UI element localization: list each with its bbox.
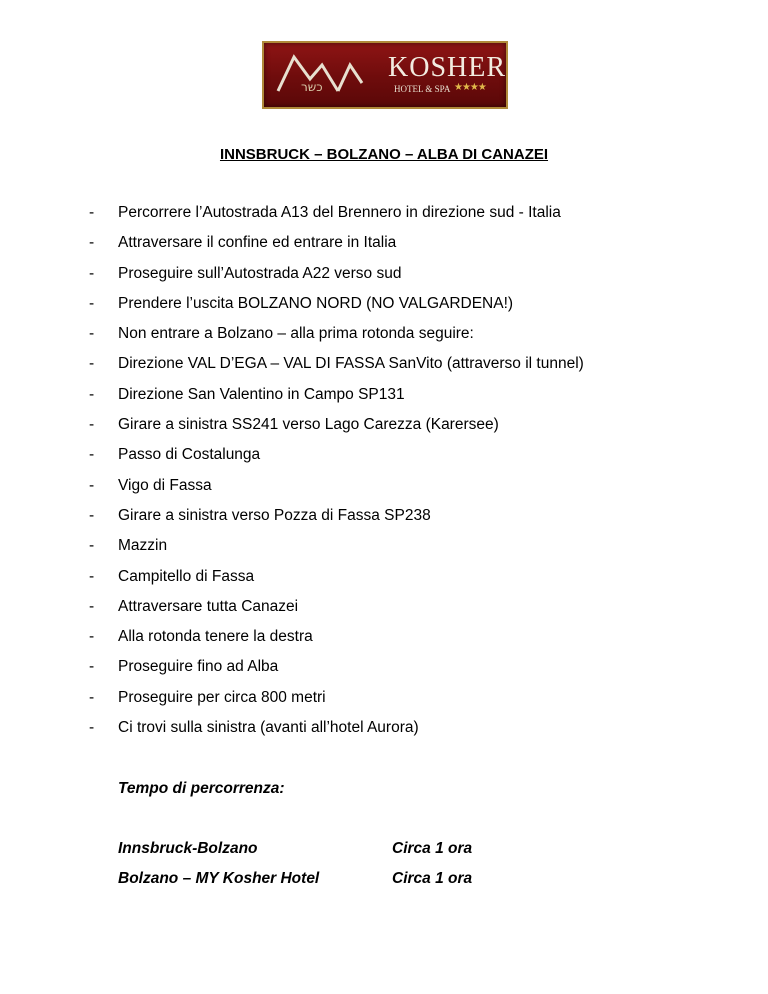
step-text: Girare a sinistra SS241 verso Lago Carezza (Karersee) — [118, 416, 499, 434]
step-text: Vigo di Fassa — [118, 476, 212, 494]
list-item — [0, 384, 768, 414]
step-text: Passo di Costalunga — [118, 446, 261, 464]
bullet-dash: - — [89, 355, 95, 373]
step-text: Percorrere l’Autostrada A13 del Brennero in direzione sud - Italia — [118, 204, 561, 221]
step-text: Mazzin — [118, 537, 168, 555]
logo-brand-text: KOSHER — [388, 52, 507, 83]
list-item — [0, 475, 768, 505]
step-text: Proseguire sull’Autostrada A22 verso sud — [118, 264, 402, 282]
step-text: Proseguire fino ad Alba — [118, 658, 279, 676]
bullet-dash: - — [89, 597, 95, 615]
list-item — [0, 687, 768, 717]
bullet-dash: - — [89, 688, 95, 706]
logo-hebrew-text: כשר — [301, 80, 323, 94]
bullet-dash: - — [89, 628, 95, 646]
step-text: Non entrare a Bolzano – alla prima rotonda seguire: — [118, 325, 474, 343]
list-item — [0, 232, 768, 262]
route-name: Innsbruck-Bolzano — [118, 840, 258, 857]
page-title: INNSBRUCK – BOLZANO – ALBA DI CANAZEI — [219, 146, 549, 163]
list-item — [0, 323, 768, 353]
list-item — [0, 566, 768, 596]
list-item — [0, 414, 768, 444]
list-item — [0, 202, 768, 232]
step-text: Alla rotonda tenere la destra — [118, 628, 313, 646]
list-item — [0, 293, 768, 323]
bullet-dash: - — [89, 325, 95, 343]
bullet-dash: - — [89, 234, 95, 252]
list-item — [0, 505, 768, 535]
list-item — [0, 656, 768, 686]
step-text: Attraversare il confine ed entrare in Italia — [118, 234, 397, 252]
route-duration: Circa 1 ora — [392, 840, 473, 857]
logo-stars: ★★★★ — [454, 82, 486, 93]
bullet-dash: - — [89, 658, 95, 676]
step-text: Girare a sinistra verso Pozza di Fassa SP238 — [118, 506, 431, 524]
bullet-dash: - — [89, 294, 95, 312]
list-item — [0, 444, 768, 474]
bullet-dash: - — [89, 446, 95, 464]
directions-list — [0, 202, 768, 747]
bullet-dash: - — [89, 204, 95, 221]
logo-subtitle: HOTEL & SPA — [394, 84, 451, 94]
hotel-logo — [262, 41, 508, 109]
step-text: Direzione San Valentino in Campo SP131 — [118, 385, 405, 403]
step-text: Prendere l’uscita BOLZANO NORD (NO VALGARDENA!) — [118, 294, 514, 312]
list-item — [0, 353, 768, 383]
route-duration: Circa 1 ora — [392, 870, 473, 887]
bullet-dash: - — [89, 476, 95, 494]
bullet-dash: - — [89, 385, 95, 403]
bullet-dash: - — [89, 506, 95, 524]
step-text: Campitello di Fassa — [118, 567, 255, 585]
list-item — [0, 596, 768, 626]
list-item — [0, 535, 768, 565]
list-item — [0, 263, 768, 293]
step-text: Direzione VAL D’EGA – VAL DI FASSA SanVito (attraverso il tunnel) — [118, 355, 584, 373]
step-text: Attraversare tutta Canazei — [118, 597, 299, 615]
bullet-dash: - — [89, 537, 95, 555]
bullet-dash: - — [89, 567, 95, 585]
step-text: Ci trovi sulla sinistra (avanti all’hotel Aurora) — [118, 719, 419, 737]
list-item — [0, 717, 768, 747]
bullet-dash: - — [89, 416, 95, 434]
list-item — [0, 626, 768, 656]
bullet-dash: - — [89, 719, 95, 737]
bullet-dash: - — [89, 264, 95, 282]
travel-time-label: Tempo di percorrenza: — [118, 780, 285, 797]
route-name: Bolzano – MY Kosher Hotel — [118, 870, 320, 887]
step-text: Proseguire per circa 800 metri — [118, 688, 326, 706]
